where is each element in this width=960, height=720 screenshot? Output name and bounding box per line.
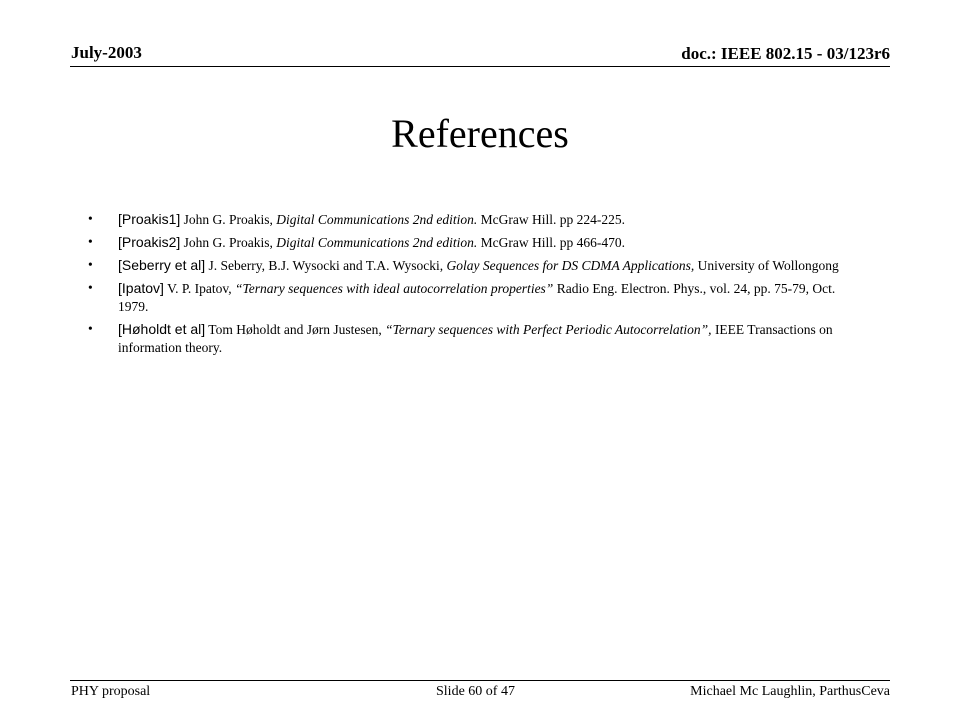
- reference-item: [88, 256, 868, 275]
- reference-item: [88, 320, 868, 357]
- reference-title: “Ternary sequences with ideal autocorrelation properties”: [234, 281, 554, 296]
- reference-tag: [Ipatov]: [118, 280, 164, 296]
- footer-rule: [70, 680, 890, 681]
- footer-slide-number: Slide 60 of 47: [436, 684, 515, 699]
- reference-tag: [Proakis1]: [118, 211, 181, 227]
- reference-title: Digital Communications 2nd edition.: [276, 212, 478, 227]
- reference-item: [88, 210, 868, 229]
- reference-title: Digital Communications 2nd edition.: [276, 235, 478, 250]
- reference-tag: [Seberry et al]: [118, 257, 206, 273]
- header-date: July-2003: [71, 43, 142, 62]
- reference-details: IEEE Transactions on information theory.: [118, 322, 833, 355]
- reference-details: Radio Eng. Electron. Phys., vol. 24, pp. 75-79, Oct. 1979.: [118, 281, 836, 314]
- reference-title: Golay Sequences for DS CDMA Applications,: [446, 258, 695, 273]
- bullet: •: [88, 280, 93, 295]
- reference-details: McGraw Hill. pp 466-470.: [480, 235, 625, 250]
- footer-author: Michael Mc Laughlin, ParthusCeva: [690, 684, 890, 699]
- reference-tag: [Proakis2]: [118, 234, 181, 250]
- reference-item: [88, 279, 868, 316]
- bullet: •: [88, 257, 93, 272]
- reference-authors: V. P. Ipatov,: [167, 281, 232, 296]
- reference-list: [88, 210, 868, 361]
- reference-item: [88, 233, 868, 252]
- reference-tag: [Høholdt et al]: [118, 321, 206, 337]
- reference-details: McGraw Hill. pp 224-225.: [480, 212, 625, 227]
- reference-authors: J. Seberry, B.J. Wysocki and T.A. Wysocki,: [208, 258, 444, 273]
- reference-authors: Tom Høholdt and Jørn Justesen,: [208, 322, 382, 337]
- reference-details: University of Wollongong: [697, 258, 839, 273]
- footer-left: PHY proposal: [71, 684, 151, 699]
- bullet: •: [88, 211, 93, 226]
- reference-title: “Ternary sequences with Perfect Periodic Autocorrelation”,: [385, 322, 712, 337]
- header-rule: [70, 66, 890, 67]
- reference-authors: John G. Proakis,: [183, 235, 273, 250]
- reference-authors: John G. Proakis,: [183, 212, 273, 227]
- bullet: •: [88, 321, 93, 336]
- header-doc-id: doc.: IEEE 802.15 - 03/123r6: [681, 44, 890, 63]
- slide-title: References: [391, 111, 569, 156]
- bullet: •: [88, 234, 93, 249]
